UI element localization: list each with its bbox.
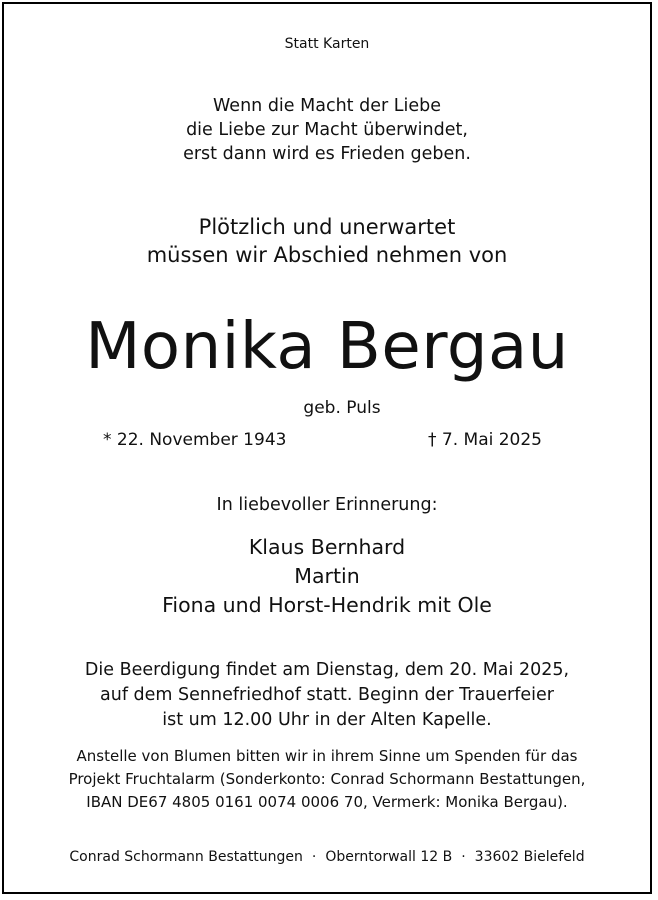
donation-line-1: Anstelle von Blumen bitten wir in ihrem Sinne um Spenden für das [76,747,578,765]
poem-line-3: erst dann wird es Frieden geben. [183,144,471,164]
donation-line-2: Projekt Fruchtalarm (Sonderkonto: Conrad Schormann Bestattungen, [68,770,586,788]
birth-date: * 22. November 1943 [103,430,287,450]
header-statt-karten: Statt Karten [284,36,370,52]
footer-separator-2: · [461,849,466,865]
poem-line-2: die Liebe zur Macht überwindet, [186,120,468,140]
intro-line-1: Plötzlich und unerwartet [198,215,456,239]
intro-line-2: müssen wir Abschied nehmen von [146,243,508,267]
footer-street: Oberntorwall 12 B [325,849,453,865]
birth-name: geb. Puls [303,398,381,418]
deceased-name: Monika Bergau [85,310,569,384]
footer-city: 33602 Bielefeld [474,849,585,865]
funeral-line-1: Die Beerdigung findet am Dienstag, dem 20. Mai 2025, [84,660,570,680]
mourner-line-2: Martin [294,564,360,588]
footer-address [0,850,654,864]
death-date: † 7. Mai 2025 [428,430,543,450]
footer-company: Conrad Schormann Bestattungen [69,849,303,865]
mourner-line-3: Fiona und Horst-Hendrik mit Ole [162,593,492,617]
memory-heading: In liebevoller Erinnerung: [216,495,438,515]
funeral-line-2: auf dem Sennefriedhof statt. Beginn der Trauerfeier [100,685,554,705]
footer-separator-1: · [311,849,317,865]
poem-line-1: Wenn die Macht der Liebe [213,96,441,116]
mourner-line-1: Klaus Bernhard [248,535,406,559]
funeral-line-3: ist um 12.00 Uhr in der Alten Kapelle. [162,710,492,730]
donation-line-3: IBAN DE67 4805 0161 0074 0006 70, Vermerk: Monika Bergau). [86,793,568,811]
